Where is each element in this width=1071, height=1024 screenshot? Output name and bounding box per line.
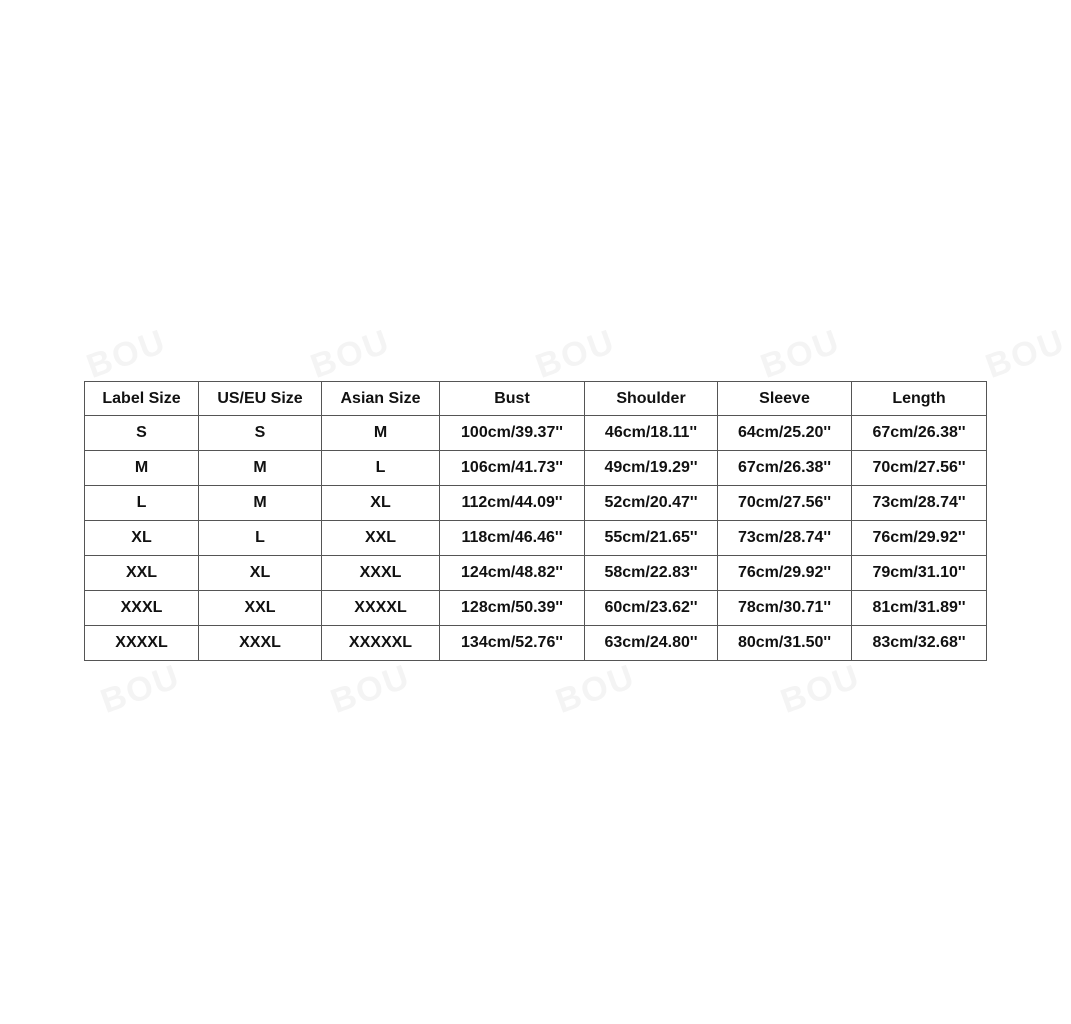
table-cell: S [85, 416, 199, 451]
watermark: BOU [81, 322, 172, 386]
table-cell: 83cm/32.68'' [852, 626, 987, 661]
table-cell: 134cm/52.76'' [440, 626, 585, 661]
table-cell: 76cm/29.92'' [718, 556, 852, 591]
table-cell: 49cm/19.29'' [585, 451, 718, 486]
table-cell: 70cm/27.56'' [718, 486, 852, 521]
table-cell: XXXL [199, 626, 322, 661]
table-cell: L [199, 521, 322, 556]
header-label-size: Label Size [85, 382, 199, 416]
table-cell: 73cm/28.74'' [718, 521, 852, 556]
watermark: BOU [325, 657, 416, 721]
table-cell: XXL [85, 556, 199, 591]
table-cell: XXXXXL [322, 626, 440, 661]
table-cell: 58cm/22.83'' [585, 556, 718, 591]
table-row [85, 451, 987, 486]
table-cell: 128cm/50.39'' [440, 591, 585, 626]
table-row [85, 521, 987, 556]
header-asian-size: Asian Size [322, 382, 440, 416]
table-cell: 106cm/41.73'' [440, 451, 585, 486]
header-shoulder: Shoulder [585, 382, 718, 416]
table-cell: M [322, 416, 440, 451]
header-sleeve: Sleeve [718, 382, 852, 416]
watermark: BOU [980, 322, 1071, 386]
table-cell: 112cm/44.09'' [440, 486, 585, 521]
table-cell: M [85, 451, 199, 486]
table-cell: XXXXL [322, 591, 440, 626]
table-cell: XXXL [322, 556, 440, 591]
header-row [85, 382, 987, 416]
table-cell: XXL [199, 591, 322, 626]
header-us-eu-size: US/EU Size [199, 382, 322, 416]
header-length: Length [852, 382, 987, 416]
table-row [85, 591, 987, 626]
table-cell: 63cm/24.80'' [585, 626, 718, 661]
table-cell: 76cm/29.92'' [852, 521, 987, 556]
table-cell: 55cm/21.65'' [585, 521, 718, 556]
table-cell: 67cm/26.38'' [718, 451, 852, 486]
watermark: BOU [305, 322, 396, 386]
size-chart-table [84, 381, 987, 661]
table-cell: XL [322, 486, 440, 521]
table-row [85, 486, 987, 521]
table-cell: 46cm/18.11'' [585, 416, 718, 451]
table-cell: M [199, 451, 322, 486]
table-row [85, 556, 987, 591]
table-cell: S [199, 416, 322, 451]
table-cell: 73cm/28.74'' [852, 486, 987, 521]
table-cell: 67cm/26.38'' [852, 416, 987, 451]
table-cell: 78cm/30.71'' [718, 591, 852, 626]
table-cell: XXXL [85, 591, 199, 626]
header-bust: Bust [440, 382, 585, 416]
table-cell: 52cm/20.47'' [585, 486, 718, 521]
watermark: BOU [530, 322, 621, 386]
table-cell: M [199, 486, 322, 521]
table-cell: L [85, 486, 199, 521]
watermark: BOU [95, 657, 186, 721]
table-cell: XXL [322, 521, 440, 556]
table-cell: XL [85, 521, 199, 556]
watermark: BOU [775, 657, 866, 721]
table-row [85, 416, 987, 451]
table-cell: 118cm/46.46'' [440, 521, 585, 556]
table-cell: 70cm/27.56'' [852, 451, 987, 486]
table-cell: 60cm/23.62'' [585, 591, 718, 626]
table-cell: XXXXL [85, 626, 199, 661]
table-cell: XL [199, 556, 322, 591]
watermark: BOU [755, 322, 846, 386]
table-cell: 100cm/39.37'' [440, 416, 585, 451]
table-cell: 124cm/48.82'' [440, 556, 585, 591]
table-cell: 80cm/31.50'' [718, 626, 852, 661]
table-cell: 81cm/31.89'' [852, 591, 987, 626]
watermark: BOU [550, 657, 641, 721]
table-cell: 79cm/31.10'' [852, 556, 987, 591]
table-row [85, 626, 987, 661]
table-cell: L [322, 451, 440, 486]
table-cell: 64cm/25.20'' [718, 416, 852, 451]
